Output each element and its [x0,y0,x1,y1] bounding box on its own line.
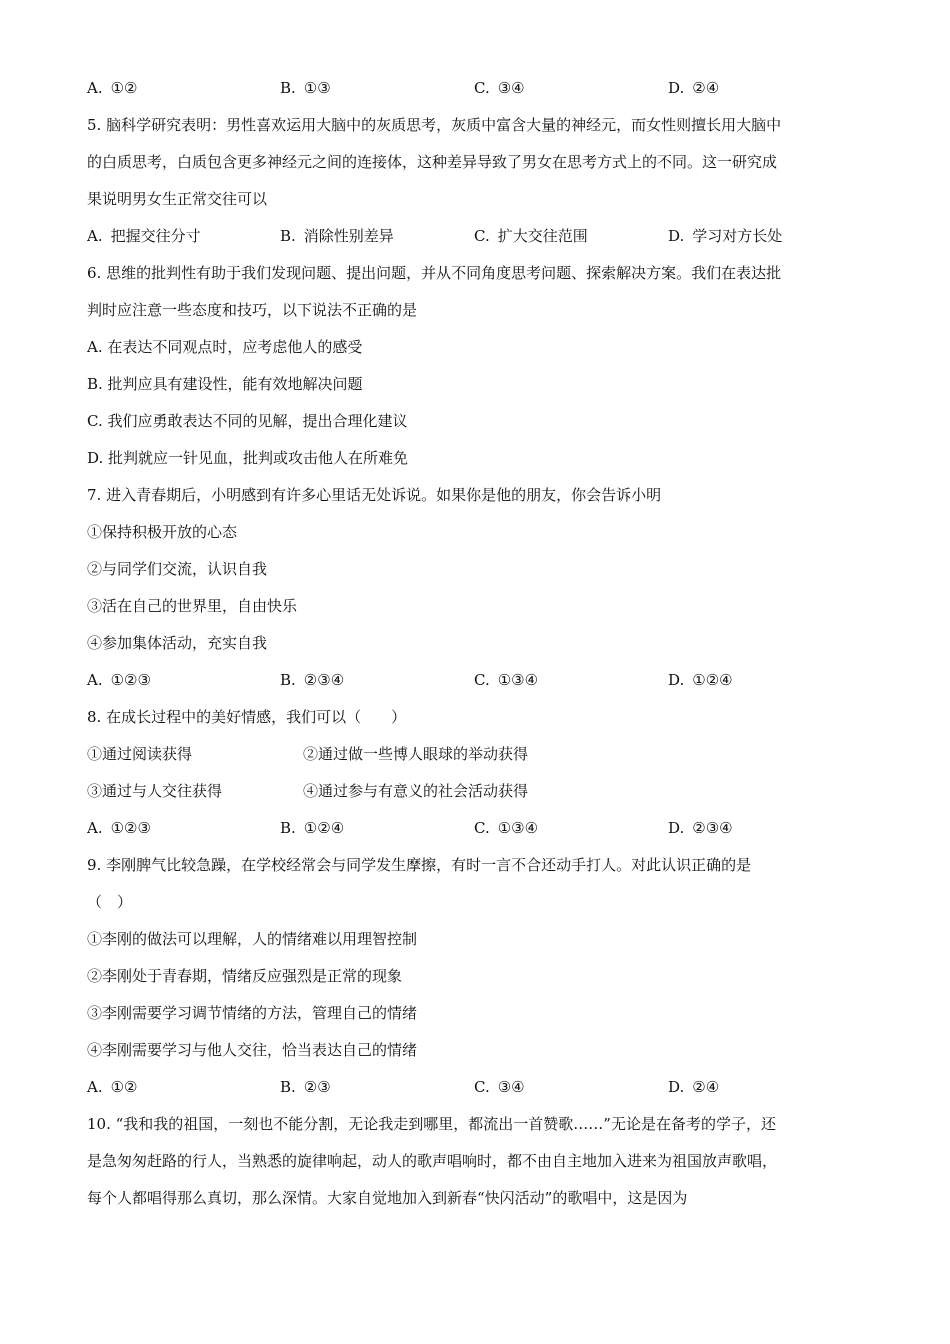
q7-options [87,662,867,699]
q4-option-c: C. ③④ [474,79,525,97]
q7-item-1: ①保持积极开放的心态 [87,523,238,541]
q6-choice-b: B. 批判应具有建设性，能有效地解决问题 [87,375,363,393]
q8-option-c: C. ①③④ [474,819,539,837]
q6-stem-line-2: 判时应注意一些态度和技巧，以下说法不正确的是 [87,301,418,319]
q9-item-2: ②李刚处于青春期，情绪反应强烈是正常的现象 [87,967,403,985]
q7-option-a: A. ①②③ [87,671,151,689]
q5-stem-line-1: 5. 脑科学研究表明：男性喜欢运用大脑中的灰质思考，灰质中富含大量的神经元，而女性则擅长用大脑中 [87,116,782,134]
q8-item-3: ③通过与人交往获得 [87,782,223,800]
q7-stem: 7. 进入青春期后，小明感到有许多心里话无处诉说。如果你是他的朋友，你会告诉小明 [87,486,662,504]
q6-stem-line-1: 6. 思维的批判性有助于我们发现问题、提出问题，并从不同角度思考问题、探索解决方案。我们在表达批 [87,264,782,282]
q4-options [87,70,867,107]
q9-option-d: D. ②④ [668,1078,720,1096]
q5-option-a: A. 把握交往分寸 [87,227,201,245]
q9-stem-line-2: （ ） [87,893,133,911]
q9-item-4: ④李刚需要学习与他人交往，恰当表达自己的情绪 [87,1041,418,1059]
q5-options [87,218,867,255]
q9-option-a: A. ①② [87,1078,138,1096]
q8-items-row-2 [87,773,867,810]
q4-option-b: B. ①③ [280,79,331,97]
q6-choice-a: A. 在表达不同观点时，应考虑他人的感受 [87,338,363,356]
q4-option-a: A. ①② [87,79,138,97]
q9-stem-line-1: 9. 李刚脾气比较急躁，在学校经常会与同学发生摩擦，有时一言不合还动手打人。对此认识正确的是 [87,856,752,874]
q7-option-d: D. ①②④ [668,671,733,689]
q8-options [87,810,867,847]
q8-option-d: D. ②③④ [668,819,733,837]
q8-stem: 8. 在成长过程中的美好情感，我们可以（ ） [87,708,407,726]
exam-page [87,70,867,1217]
q5-stem-line-2: 的白质思考，白质包含更多神经元之间的连接体，这种差异导致了男女在思考方式上的不同。这一研究成 [87,153,778,171]
q6-choice-c: C. 我们应勇敢表达不同的见解，提出合理化建议 [87,412,408,430]
q6-choice-d: D. 批判就应一针见血，批判或攻击他人在所难免 [87,449,409,467]
q7-option-c: C. ①③④ [474,671,539,689]
q10-stem-line-3: 每个人都唱得那么真切，那么深情。大家自觉地加入到新春“快闪活动”的歌唱中，这是因为 [87,1189,688,1207]
q10-stem-line-2: 是急匆匆赶路的行人，当熟悉的旋律响起，动人的歌声唱响时，都不由自主地加入进来为祖国放声歌唱， [87,1152,778,1170]
q5-option-b: B. 消除性别差异 [280,227,394,245]
q5-option-c: C. 扩大交往范围 [474,227,588,245]
q9-item-3: ③李刚需要学习调节情绪的方法，管理自己的情绪 [87,1004,418,1022]
q8-option-a: A. ①②③ [87,819,151,837]
q7-item-2: ②与同学们交流，认识自我 [87,560,268,578]
q7-item-3: ③活在自己的世界里，自由快乐 [87,597,298,615]
q8-items-row-1 [87,736,867,773]
q7-item-4: ④参加集体活动，充实自我 [87,634,268,652]
q9-option-c: C. ③④ [474,1078,525,1096]
q5-option-d: D. 学习对方长处 [668,227,783,245]
q7-option-b: B. ②③④ [280,671,345,689]
q9-item-1: ①李刚的做法可以理解，人的情绪难以用理智控制 [87,930,418,948]
q8-item-1: ①通过阅读获得 [87,745,193,763]
q9-options [87,1069,867,1106]
q8-item-4: ④通过参与有意义的社会活动获得 [303,782,529,800]
q10-stem-line-1: 10. “我和我的祖国，一刻也不能分割，无论我走到哪里，都流出一首赞歌……”无论是在备考的学子，还 [87,1115,776,1133]
q4-option-d: D. ②④ [668,79,720,97]
q8-option-b: B. ①②④ [280,819,345,837]
q5-stem-line-3: 果说明男女生正常交往可以 [87,190,268,208]
q8-item-2: ②通过做一些博人眼球的举动获得 [303,745,529,763]
q9-option-b: B. ②③ [280,1078,331,1096]
